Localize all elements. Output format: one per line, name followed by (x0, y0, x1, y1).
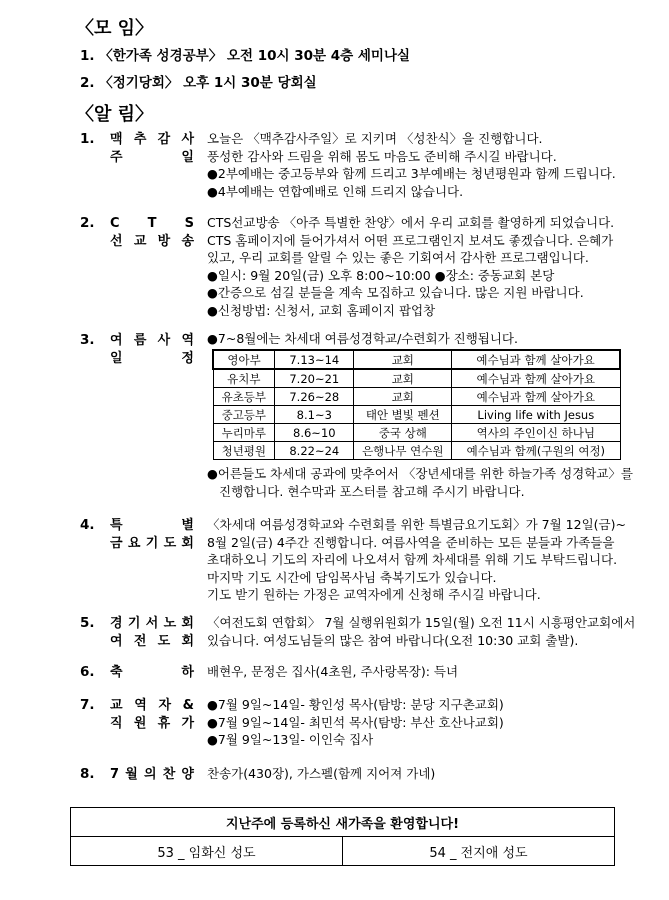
section-2-line: CTS 홈페이지에 들어가셔서 어떤 프로그램인지 보셔도 좋겠습니다. 은혜가 (207, 232, 614, 248)
section-4-label-line-2: 금 요 기 도 회 (110, 536, 194, 551)
section-4-line: 초대하오니 기도의 자리에 나오셔서 함께 차세대를 위해 기도 부탁드립니다. (207, 552, 618, 567)
table-row (71, 837, 615, 866)
table-cell: 예수님과 함께 살아가요 (452, 369, 620, 388)
section-5-label-line-1: 경 기 서 노 회 (110, 616, 194, 631)
table-cell: 교회 (354, 369, 452, 388)
meeting-heading: 〈모 임〉 (76, 18, 154, 39)
table-cell: 예수님과 함께 살아가요 (452, 350, 620, 369)
section-2-body (207, 214, 614, 319)
section-6-number: 6. (80, 664, 95, 680)
table-cell: 예수님과 함께(구원의 여정) (452, 442, 620, 460)
table-row (213, 406, 620, 424)
section-8-label (110, 766, 194, 784)
section-8-line: 찬송가(430장), 가스펠(함께 지어져 가네) (207, 766, 436, 781)
section-1-label (110, 131, 194, 167)
section-6-line: 배현우, 문정은 집사(4초원, 주사랑목장): 득녀 (207, 664, 459, 679)
section-7-number: 7. (80, 697, 95, 713)
notice-heading: 〈알 림〉 (76, 104, 154, 125)
table-cell: 중국 상해 (354, 424, 452, 442)
section-3-intro (207, 330, 518, 348)
welcome-title: 지난주에 등록하신 새가족을 환영합니다! (71, 808, 615, 837)
section-5-line: 있습니다. 여성도님들의 많은 참여 바랍니다(오전 10:30 교회 출발). (207, 632, 579, 648)
section-7-label-line-1: 교 역 자 & (110, 698, 194, 713)
section-4-line: 8월 2일(금) 4주간 진행합니다. 여름사역을 준비하는 모든 분들과 가족들을 (207, 534, 615, 550)
summer-schedule-table (212, 349, 621, 460)
section-2-line: ●간증으로 섬길 분들을 계속 모집하고 있습니다. 많은 지원 바랍니다. (207, 285, 584, 300)
section-7-line: ●7월 9일~13일- 이인숙 집사 (207, 732, 374, 747)
welcome-member: 54 _ 전지애 성도 (343, 837, 615, 866)
table-cell: 8.22~24 (275, 442, 354, 460)
section-2-line: 있고, 우리 교회를 알릴 수 있는 좋은 기회여서 감사한 프로그램입니다. (207, 250, 589, 265)
section-1-line: ●4부예배는 연합예배로 인해 드리지 않습니다. (207, 183, 464, 199)
section-1-label-line-1: 맥 추 감 사 (110, 132, 194, 147)
table-cell: 유초등부 (213, 388, 275, 406)
table-cell: 7.26~28 (275, 388, 354, 406)
section-1-body (207, 130, 616, 200)
section-1-number: 1. (80, 131, 95, 147)
section-4-line: 기도 받기 원하는 가정은 교역자에게 신청해 주시길 바랍니다. (207, 587, 541, 602)
section-3-number: 3. (80, 332, 95, 348)
table-row (213, 369, 620, 388)
section-3-label-line-1: 여 름 사 역 (110, 333, 194, 348)
section-8-label-line-1: 7 월 의 찬 양 (110, 767, 194, 782)
section-4-line: 마지막 기도 시간에 담임목사님 축복기도가 있습니다. (207, 569, 497, 585)
table-cell: 8.1~3 (275, 406, 354, 424)
section-3-line: 진행합니다. 현수막과 포스터를 참고해 주시기 바랍니다. (219, 483, 525, 499)
section-6-label-line-1: 축 하 (110, 665, 194, 680)
meeting-item-1: 1. 〈한가족 성경공부〉 오전 10시 30분 4층 세미나실 (80, 48, 411, 64)
section-7-body (207, 696, 504, 749)
section-2-number: 2. (80, 215, 95, 231)
welcome-member: 53 _ 임화신 성도 (71, 837, 343, 866)
section-4-label-line-1: 특 별 (110, 518, 194, 533)
section-7-label (110, 697, 194, 733)
section-4-body (207, 516, 626, 604)
section-5-number: 5. (80, 615, 95, 631)
table-cell: 예수님과 함께 살아가요 (452, 388, 620, 406)
table-row (213, 424, 620, 442)
table-cell: Living life with Jesus (452, 406, 620, 424)
section-3-line: ●어른들도 차세대 공과에 맞추어서 〈장년세대를 위한 하늘가족 성경학교〉를 (207, 466, 633, 481)
section-4-label (110, 517, 194, 553)
table-cell: 8.6~10 (275, 424, 354, 442)
section-5-body (207, 614, 635, 649)
section-8-number: 8. (80, 766, 95, 782)
table-row (71, 808, 615, 837)
table-cell: 교회 (354, 350, 452, 369)
section-2-label-line-2: 선 교 방 송 (110, 234, 194, 249)
section-6-body (207, 663, 458, 681)
section-2-line: CTS선교방송 〈아주 특별한 찬양〉에서 우리 교회를 촬영하게 되었습니다. (207, 215, 615, 230)
section-4-number: 4. (80, 517, 95, 533)
section-1-line: 오늘은 〈맥추감사주일〉로 지키며 〈성찬식〉을 진행합니다. (207, 131, 543, 146)
section-3-label (110, 332, 194, 368)
table-cell: 영아부 (213, 350, 275, 369)
meeting-item-2: 2. 〈정기당회〉 오후 1시 30분 당회실 (80, 75, 317, 91)
table-cell: 유치부 (213, 369, 275, 388)
table-cell: 은행나무 연수원 (354, 442, 452, 460)
section-2-label-line-1: C T S (110, 216, 194, 231)
section-3-after (207, 465, 633, 500)
section-2-label (110, 215, 194, 251)
table-row (213, 350, 620, 369)
table-row (213, 442, 620, 460)
table-cell: 역사의 주인이신 하나님 (452, 424, 620, 442)
section-3-label-line-2: 일 정 (110, 351, 194, 366)
section-7-line: ●7월 9일~14일- 황인성 목사(탐방: 분당 지구촌교회) (207, 697, 504, 712)
section-1-line: ●2부예배는 중고등부와 함께 드리고 3부예배는 청년평원과 함께 드립니다. (207, 166, 616, 181)
table-row (213, 388, 620, 406)
table-cell: 중고등부 (213, 406, 275, 424)
section-3-intro-text: ●7~8월에는 차세대 여름성경학교/수련회가 진행됩니다. (207, 331, 518, 346)
section-2-line: ●신청방법: 신청서, 교회 홈페이지 팝업창 (207, 302, 436, 318)
section-2-line: ●일시: 9월 20일(금) 오후 8:00~10:00 ●장소: 중동교회 본당 (207, 267, 555, 283)
table-cell: 7.13~14 (275, 350, 354, 369)
table-cell: 누리마루 (213, 424, 275, 442)
table-cell: 교회 (354, 388, 452, 406)
table-cell: 태안 별빛 펜션 (354, 406, 452, 424)
welcome-table (70, 807, 615, 866)
section-1-label-line-2: 주 일 (110, 150, 194, 165)
section-7-line: ●7월 9일~14일- 최민석 목사(탐방: 부산 호산나교회) (207, 714, 504, 730)
section-5-label (110, 615, 194, 651)
table-cell: 7.20~21 (275, 369, 354, 388)
section-6-label (110, 664, 194, 682)
section-7-label-line-2: 직 원 휴 가 (110, 716, 194, 731)
section-4-line: 〈차세대 여름성경학교와 수련회를 위한 특별금요기도회〉가 7월 12일(금)~ (207, 517, 626, 532)
section-5-label-line-2: 여 전 도 회 (110, 634, 194, 649)
section-5-line: 〈여전도회 연합회〉 7월 실행위원회가 15일(월) 오전 11시 시흥평안교회에서 (207, 615, 636, 630)
section-1-line: 풍성한 감사와 드림을 위해 몸도 마음도 준비해 주시길 바랍니다. (207, 148, 557, 164)
section-8-body (207, 765, 435, 783)
table-cell: 청년평원 (213, 442, 275, 460)
